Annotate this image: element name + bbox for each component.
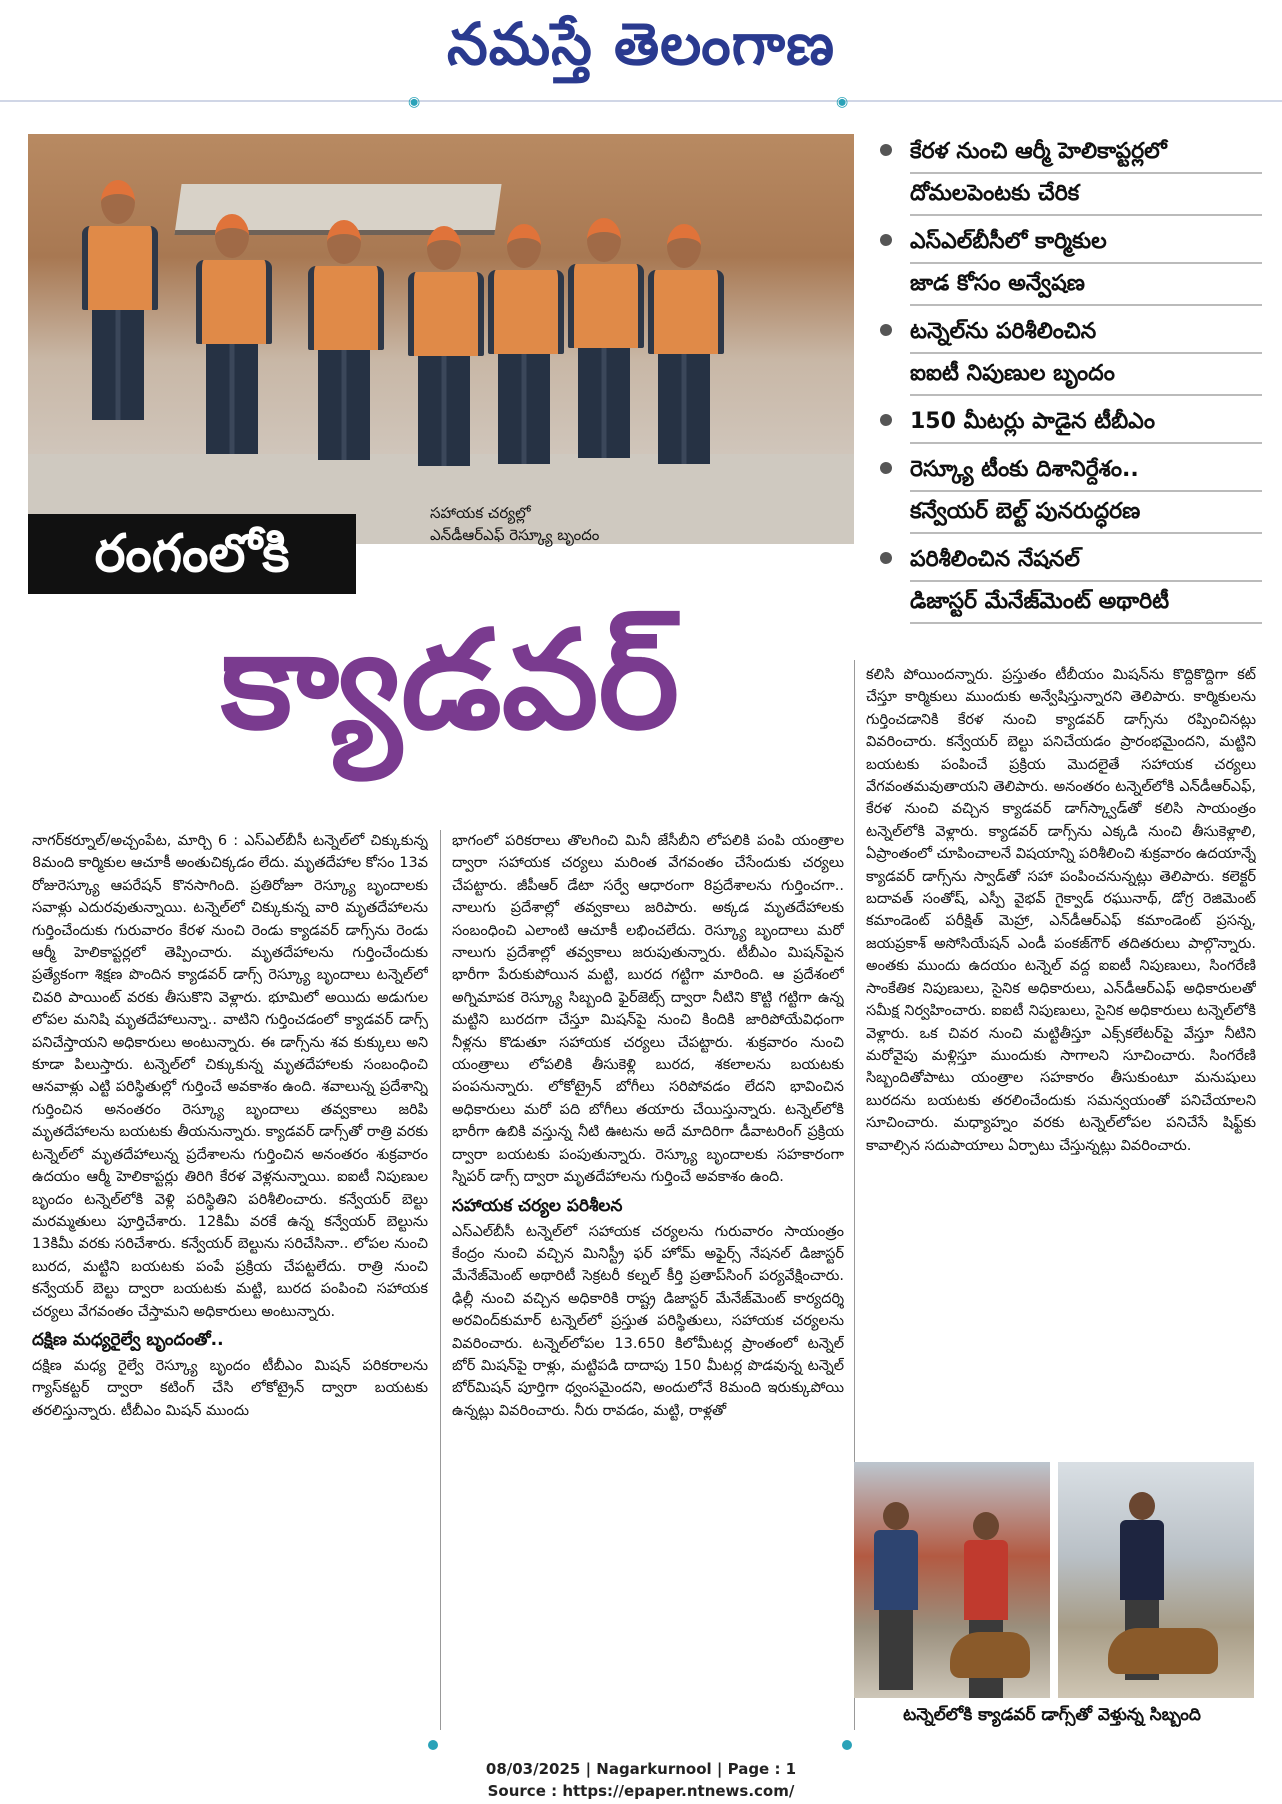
highlight-line: జాడ కోసం అన్వేషణ	[910, 264, 1262, 306]
highlight-item	[872, 132, 1262, 216]
article-paragraph: ఎస్‌ఎల్‌బీసీ టన్నెల్‌లో సహాయక చర్యలను గురువారం సాయంత్రం కేంద్రం నుంచి వచ్చిన మినిస్ట్రీ ఫర్ హోమ్ అఫైర్స్ నేషనల్ డిజాస్టర్ మేనేజ్‌మెంట్ అథారిటీ సెక్రటరీ కల్నల్ కీర్తి ప్రతాప్‌సింగ్ పర్యవేక్షించారు. ఢిల్లీ నుంచి వచ్చిన అధికారికి రాష్ట్ర డిజాస్టర్ మేనేజ్‌మెంట్ కార్యదర్శి అరవింద్‌కుమార్ టన్నెల్‌లో ప్రస్తుత పరిస్థితులు, సహాయక చర్యలను వివరించారు. టన్నెల్‌లోపల 13.650 కిలోమీటర్ల ప్రాంతంలో టన్నెల్ బోర్ మిషన్‌పై రాళ్లు, మట్టిపడి దాదాపు 150 మీటర్ల పొడవున్న టన్నెల్ బోర్‌మిషన్ పూర్తిగా ధ్వంసమైందని, అందులోనే 8మంది ఇరుక్కుపోయి ఉన్నట్లు వివరించారు. నీరు రావడం, మట్టి, రాళ్లతో	[452, 1223, 844, 1419]
photo-worker	[308, 220, 380, 460]
article-column-3	[866, 664, 1256, 1454]
decor-dot-icon	[428, 1740, 438, 1750]
photo-worker	[408, 226, 480, 466]
decor-dot-icon	[842, 1740, 852, 1750]
bullet-dot-icon	[880, 414, 892, 426]
headline-kicker: రంగంలోకి	[28, 514, 356, 594]
photo-dog	[1108, 1628, 1218, 1674]
highlight-item	[872, 450, 1262, 534]
bullet-dot-icon	[880, 144, 892, 156]
highlight-line: 150 మీటర్లు పాడైన టీబీఎం	[910, 402, 1262, 444]
highlight-line: దోమలపెంటకు చేరిక	[910, 174, 1262, 216]
bullet-dot-icon	[880, 552, 892, 564]
highlight-line: ఐఐటీ నిపుణుల బృందం	[910, 354, 1262, 396]
article-column-1	[32, 830, 428, 1730]
dog-squad-photo-1	[854, 1462, 1050, 1698]
highlight-item	[872, 312, 1262, 396]
highlight-line: టన్నెల్‌ను పరిశీలించిన	[910, 312, 1262, 354]
article-paragraph: నాగర్‌కర్నూల్/అచ్చంపేట, మార్చి 6 : ఎస్‌ఎల్‌బీసీ టన్నెల్‌లో చిక్కుకున్న 8మంది కార్మికుల ఆచూకీ అంతుచిక్కడం లేదు. మృతదేహాల కోసం 13వ రోజురెస్క్యూ ఆపరేషన్ కొనసాగింది. ప్రతిరోజూ రెస్క్యూ బృందాలకు సవాళ్లు ఎదురవుతున్నాయి. టన్నెల్‌లో చిక్కుకున్న వారి మృతదేహాలను గుర్తించేందుకు గురువారం కేరళ నుంచి రెండు క్యాడవర్ డాగ్స్‌ను రెండు ఆర్మీ హెలికాప్టర్లలో తెప్పించారు. మృతదేహాలను గుర్తించేందుకు ప్రత్యేకంగా శిక్షణ పొందిన క్యాడవర్ డాగ్స్ రెస్క్యూ బృందాలు టన్నెల్‌లో చివరి పాయింట్ వరకు తీసుకొని వెళ్లారు. భూమిలో అయిదు అడుగుల లోపల మనిషి మృతదేహాలున్నా.. వాటిని గుర్తించడంలో క్యాడవర్ డాగ్స్ పనిచేస్తాయని అధికారులు అంటున్నారు. ఈ డాగ్స్‌ను శవ కుక్కులు అని కూడా పిలుస్తారు. టన్నెల్‌లో చిక్కుకున్న మృతదేహాలకు సంబంధించి ఆనవాళ్లు ఎట్టి పరిస్థితుల్లో గుర్తించే అవకాశం ఉంది. శవాలున్న ప్రదేశాన్ని గుర్తించిన అనంతరం రెస్క్యూ బృందాలు తవ్వకాలు జరిపి మృతదేహాలను బయటకు తీయనున్నారు. క్యాడవర్ డాగ్స్‌తో రాత్రి వరకు టన్నెల్‌లో మృతదేహాలున్న ప్రదేశాలను గుర్తించిన అనంతరం శుక్రవారం ఉదయం ఆర్మీ హెలికాప్టర్లు తిరిగి కేరళ వెళ్లనున్నాయి. ఐఐటీ నిపుణుల బృందం టన్నెల్‌లోకి వెళ్లి పరిస్థితిని పరిశీలించారు. కన్వేయర్ బెల్టు మరమ్మతులు పూర్తిచేశారు. 12కిమీ వరకే ఉన్న కన్వేయర్ బెల్టును 13కిమీ వరకు సరిచేశారు. కన్వేయర్ బెల్టును సరిచేసినా.. లోపల నుంచి బురద, మట్టిని బయటకు పంపే ప్రక్రియ చేపట్టలేదు. రాత్రి నుంచి కన్వేయర్ బెల్టు ద్వారా బయటకు మట్టి, బురద పంపించి సహాయక చర్యలు వేగవంతం చేస్తామని అధికారులు అంటున్నారు.	[32, 833, 428, 1320]
article-subhead: సహాయక చర్యల పరిశీలన	[452, 1195, 623, 1216]
decor-dot-icon: ◉	[408, 94, 421, 110]
article-column-2	[452, 830, 844, 1730]
article-paragraph: భాగంలో పరికరాలు తొలగించి మినీ జేసీబీని లోపలికి పంపి యంత్రాల ద్వారా సహాయక చర్యలు మరింత వేగవంతం చేసేందుకు చర్యలు చేపట్టారు. జీపీఆర్ డేటా సర్వే ఆధారంగా 8ప్రదేశాలను గుర్తించగా.. నాలుగు ప్రదేశాల్లో తవ్వకాలు జరిపారు. అక్కడ మృతదేహాలకు సంబంధించి ఎలాంటి ఆచూకీ లభించలేదు. రెస్క్యూ బృందాలు మరో నాలుగు ప్రదేశాల్లో తవ్వకాలు జరుపుతున్నారు. టీబీఎం మిషన్‌పైన భారీగా పేరుకుపోయిన మట్టి, బురద గట్టిగా మారింది. ఆ ప్రదేశంలో అగ్నిమాపక రెస్క్యూ సిబ్బంది ఫైర్‌జెట్స్ ద్వారా నీటిని కొట్టి గట్టిగా ఉన్న మట్టిని బురదగా చేస్తూ మిషన్‌పై నుంచి కిందికి జారిపోయేవిధంగా నీళ్లను కొడుతూ సహాయక చర్యలు చేపట్టారు. శుక్రవారం నుంచి యంత్రాలు లోపలికి తీసుకెళ్లి బురద, శకలాలను బయటకు పంపనున్నారు. లోకోట్రైన్ బోగీలు సరిపోవడం లేదని భావించిన అధికారులు మరో పది బోగీలు తయారు చేయిస్తున్నారు. టన్నెల్‌లోకి భారీగా ఉబికి వస్తున్న నీటి ఊటను అదే మాదిరిగా డీవాటరింగ్ ప్రక్రియ ద్వారా బయటకు పంపుతున్నారు. రెస్క్యూ బృందాలకు సహకారంగా స్నిపర్ డాగ్స్ ద్వారా మృతదేహాలను గుర్తించే అవకాశం ఉంది.	[452, 833, 844, 1186]
photo-worker	[488, 224, 560, 464]
highlight-line: కన్వేయర్ బెల్ట్ పునరుద్ధరణ	[910, 492, 1262, 534]
article-paragraph: కలిసి పోయిందన్నారు. ప్రస్తుతం టీబీయం మిషన్‌ను కొద్దికొద్దిగా కట్ చేస్తూ కార్మికులు ముందుకు అన్వేషిస్తున్నారని తెలిపారు. కార్మికులను గుర్తించడానికి కేరళ నుంచి క్యాడవర్ డాగ్స్‌ను రప్పించినట్లు వివరించారు. కన్వేయర్ బెల్టు పనిచేయడం ప్రారంభమైందని, మట్టిని బయటకు పంపించే ప్రక్రియ మొదలైతే సహాయక చర్యలు వేగవంతమవుతాయని తెలిపారు. అనంతరం టన్నెల్‌లోకి ఎన్‌డీఆర్‌ఎఫ్, కేరళ నుంచి వచ్చిన క్యాడవర్ డాగ్‌స్క్వాడ్‌తో కలిసి సాయంత్రం టన్నెల్‌లోకి వెళ్లారు. క్యాడవర్ డాగ్స్‌ను ఎక్కడి నుంచి తీసుకెళ్లాలి, ఏప్రాంతంలో చూపించాలనే విషయాన్ని పరిశీలించి శుక్రవారం ఉదయాన్నే క్యాడవర్ డాగ్స్‌ను స్వాడ్‌తో సహా పంపించనున్నట్లు తెలిపారు. కలెక్టర్ బదావత్ సంతోష్, ఎస్పీ వైభవ్ గైక్వాడ్ రఘునాథ్, డోగ్ర రెజిమెంట్ కమాండెంట్ పరీక్షిత్ మెహ్రా, ఎన్‌డీఆర్‌ఎఫ్ కమాండెంట్ ప్రసన్న, జయప్రకాశ్ అసోసియేషన్ ఎండీ పంకజ్‌గౌర్ తదితరులు పాల్గొన్నారు. అంతకు ముందు ఉదయం టన్నెల్ వద్ద ఐఐటీ నిపుణులు, సింగరేణి సాంకేతిక నిపుణులు, సైనిక అధికారులు, ఎన్‌డీఆర్‌ఎఫ్ అధికారులతో సమీక్ష నిర్వహించారు. ఐఐటీ నిపుణులు, సైనిక అధికారులు టన్నెల్‌లోకి వెళ్లారు. ఒక చివర నుంచి మట్టితీస్తూ ఎక్స్‌కలేటర్‌పై వేస్తూ నీటిని మరోవైపు మళ్లిస్తూ ముందుకు సాగాలని సూచించారు. సింగరేణి సిబ్బందితోపాటు యంత్రాల సహకారం తీసుకుంటూ మనుషులు బురదను బయటకు తరలించేందుకు సమన్వయంతో పనిచేయాలని సూచించారు. మధ్యాహ్నం వరకు టన్నెల్‌లోపల పనిచేసే షిఫ్ట్‌కు కావాల్సిన సదుపాయాలు ఏర్పాటు చేస్తున్నట్లు వివరించారు.	[866, 667, 1256, 1154]
page-footer	[0, 1758, 1282, 1802]
headline-main: క్యాడవర్	[220, 602, 680, 760]
photo-caption-line: ఎన్‌డీఆర్‌ఎఫ్ రెస్క్యూ బృందం	[430, 526, 600, 544]
photo2-caption: టన్నెల్‌లోకి క్యాడవర్ డాగ్స్‌తో వెళ్తున్న సిబ్బంది	[903, 1705, 1201, 1725]
highlight-line: రెస్క్యూ టీంకు దిశానిర్దేశం..	[910, 450, 1262, 492]
decor-dot-icon: ◉	[836, 94, 849, 110]
newspaper-title: నమస్తే తెలంగాణ	[447, 10, 835, 78]
rescue-team-photo	[28, 134, 854, 544]
photo-dog	[950, 1632, 1030, 1678]
photo-worker	[648, 224, 720, 464]
highlight-line: ఎస్‌ఎల్‌బీసీలో కార్మికుల	[910, 222, 1262, 264]
photo-worker	[568, 218, 640, 458]
photo-worker	[82, 180, 154, 420]
highlight-item	[872, 540, 1262, 624]
footer-source: Source : https://epaper.ntnews.com/	[487, 1782, 795, 1800]
dog-squad-photo-2	[1058, 1462, 1254, 1698]
bullet-dot-icon	[880, 234, 892, 246]
highlights-list	[872, 132, 1262, 630]
highlight-line: పరిశీలించిన నేషనల్	[910, 540, 1262, 582]
column-divider	[440, 830, 441, 1730]
highlight-line: డిజాస్టర్ మేనేజ్‌మెంట్ అథారిటీ	[910, 582, 1262, 624]
masthead-rule	[0, 100, 1282, 102]
footer-date-page: 08/03/2025 | Nagarkurnool | Page : 1	[485, 1760, 797, 1778]
masthead	[0, 0, 1282, 96]
highlight-item	[872, 222, 1262, 306]
photo-person	[874, 1502, 918, 1690]
bullet-dot-icon	[880, 324, 892, 336]
bullet-dot-icon	[880, 462, 892, 474]
article-subhead: దక్షిణ మధ్యరైల్వే బృందంతో..	[32, 1329, 224, 1350]
highlight-item	[872, 402, 1262, 444]
photo-caption-line: సహాయక చర్యల్లో	[430, 504, 531, 522]
article-paragraph: దక్షిణ మధ్య రైల్వే రెస్క్యూ బృందం టీబీఎం మిషన్ పరికరాలను గ్యాస్‌కట్టర్ ద్వారా కటింగ్ చేసి లోకోట్రైన్ ద్వారా బయటకు తరలిస్తున్నారు. టీబీఎం మిషన్ ముందు	[32, 1357, 428, 1419]
photo-worker	[196, 214, 268, 454]
photo-caption	[430, 502, 660, 546]
highlight-line: కేరళ నుంచి ఆర్మీ హెలికాప్టర్లలో	[910, 132, 1262, 174]
